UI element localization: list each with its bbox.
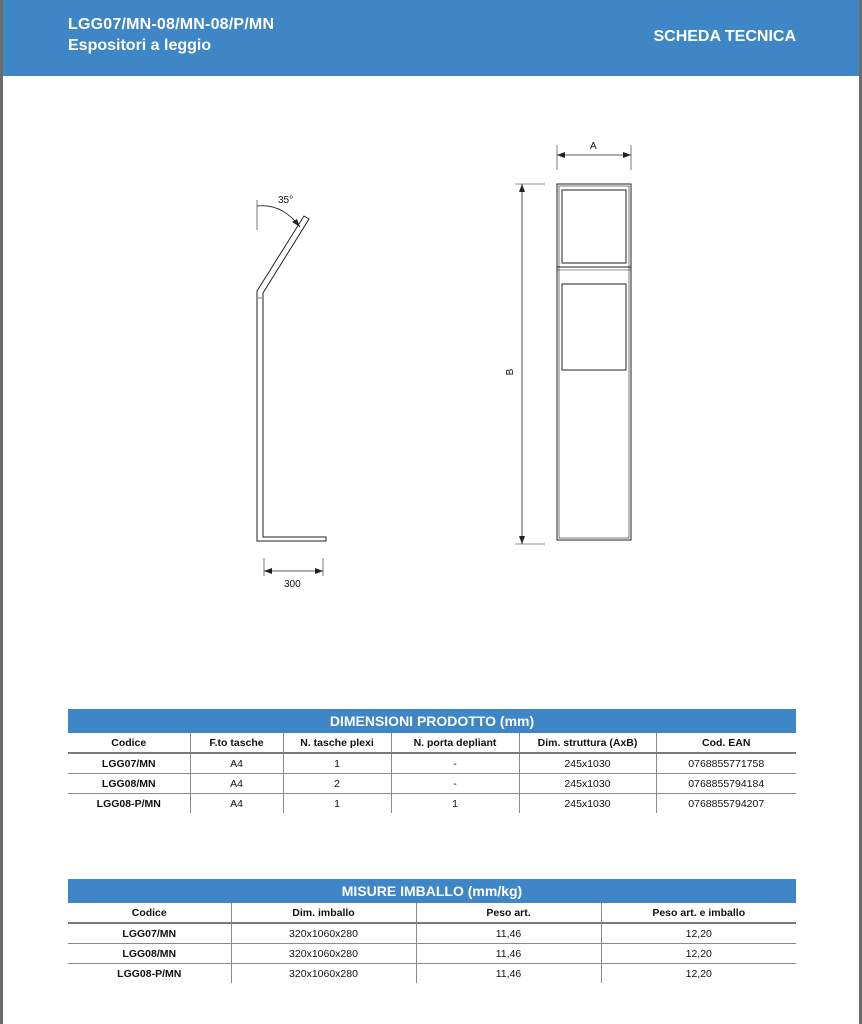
angle-label: 35°	[278, 195, 294, 206]
code-cell: LGG07/MN	[68, 923, 231, 944]
table-header-row	[68, 903, 796, 923]
product-dimensions-table	[68, 709, 796, 813]
table-cell: 320x1060x280	[231, 923, 416, 944]
column-header: F.to tasche	[190, 733, 283, 753]
table-row	[68, 964, 796, 984]
code-cell: LGG07/MN	[68, 753, 190, 774]
table-cell: 245x1030	[519, 753, 656, 774]
height-dimension-label: B	[505, 368, 516, 376]
code-cell: LGG08-P/MN	[96, 797, 161, 810]
table-header-row	[68, 733, 796, 753]
table-cell: 1	[391, 794, 519, 814]
table-cell: A4	[190, 794, 283, 814]
table-cell: 12,20	[601, 964, 796, 984]
table-cell: 1	[283, 794, 391, 814]
table-cell: A4	[190, 774, 283, 794]
column-header: Dim. imballo	[231, 903, 416, 923]
front-view	[515, 145, 631, 544]
code-cell: LGG08/MN	[68, 774, 190, 794]
table-row	[68, 753, 796, 774]
product-table-grid	[68, 733, 796, 813]
product-subtitle: Espositori a leggio	[68, 37, 212, 54]
product-table-title: DIMENSIONI PRODOTTO (mm)	[68, 709, 796, 733]
column-header: N. tasche plexi	[283, 733, 391, 753]
table-cell: 245x1030	[519, 774, 656, 794]
column-header: Cod. EAN	[656, 733, 796, 753]
table-cell: 0768855771758	[656, 753, 796, 774]
table-row	[68, 774, 796, 794]
table-cell: 320x1060x280	[231, 964, 416, 984]
packaging-table-grid	[68, 903, 796, 983]
table-cell: 1	[283, 753, 391, 774]
column-header: Codice	[68, 733, 190, 753]
base-dimension-label: 300	[284, 579, 301, 590]
table-row	[68, 794, 796, 814]
column-header: Dim. struttura (AxB)	[519, 733, 656, 753]
column-header: N. porta depliant	[391, 733, 519, 753]
packaging-table	[68, 879, 796, 983]
drawing-svg	[0, 120, 862, 600]
table-cell: 12,20	[601, 923, 796, 944]
angle-arc	[257, 206, 300, 227]
table-cell: A4	[190, 753, 283, 774]
table-row	[68, 944, 796, 964]
document-type-label: SCHEDA TECNICA	[653, 28, 796, 45]
code-cell: LGG08-P/MN	[117, 967, 182, 980]
column-header: Peso art.	[416, 903, 601, 923]
table-cell: 2	[283, 774, 391, 794]
table-cell: 245x1030	[519, 794, 656, 814]
header-bar	[0, 0, 862, 76]
table-cell: 12,20	[601, 944, 796, 964]
table-cell: 320x1060x280	[231, 944, 416, 964]
front-frame	[557, 184, 631, 540]
column-header: Peso art. e imballo	[601, 903, 796, 923]
upper-pocket	[562, 190, 626, 263]
table-cell: 11,46	[416, 964, 601, 984]
column-header: Codice	[68, 903, 231, 923]
table-cell: 0768855794184	[656, 774, 796, 794]
product-code-title: LGG07/MN-08/MN-08/P/MN	[68, 16, 275, 33]
lower-pocket	[562, 284, 626, 370]
table-cell: 0768855794207	[656, 794, 796, 814]
side-view-profile	[257, 216, 326, 541]
side-view	[257, 200, 326, 576]
packaging-table-title: MISURE IMBALLO (mm/kg)	[68, 879, 796, 903]
table-cell: 11,46	[416, 944, 601, 964]
technical-drawing	[0, 120, 862, 600]
code-cell: LGG08/MN	[68, 944, 231, 964]
table-row	[68, 923, 796, 944]
table-cell: -	[391, 753, 519, 774]
table-cell: 11,46	[416, 923, 601, 944]
front-inner-frame	[559, 186, 629, 538]
width-dimension-label: A	[590, 141, 597, 152]
table-cell: -	[391, 774, 519, 794]
